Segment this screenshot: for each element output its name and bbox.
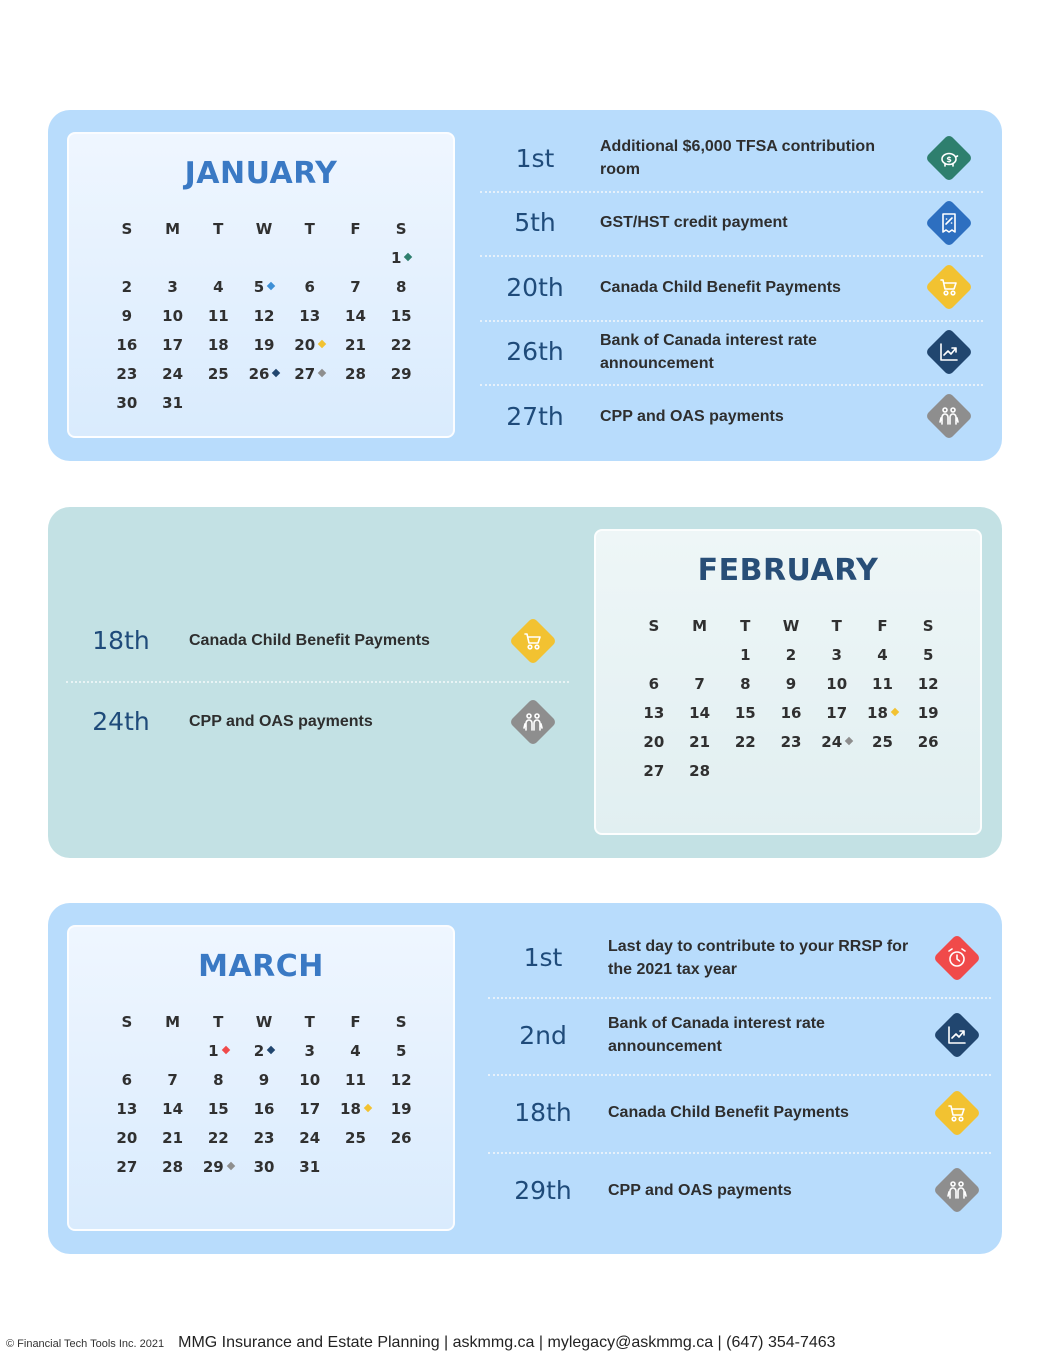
week-row xyxy=(104,301,424,330)
day-cell: 28 xyxy=(345,364,366,383)
february-grid xyxy=(631,611,951,785)
receipt-icon xyxy=(925,199,973,247)
weekday-label: T xyxy=(304,219,315,238)
day-cell: 27 xyxy=(116,1157,138,1176)
event-marker-icon xyxy=(272,369,280,377)
weekday-label: S xyxy=(395,1012,407,1031)
event-date: 18th xyxy=(514,1098,572,1128)
day-cell: 19 xyxy=(390,1099,412,1118)
contact-info: MMG Insurance and Estate Planning | askmmg.ca | mylegacy@askmmg.ca | (647) 354-7463 xyxy=(178,1334,836,1351)
day-cell: 25 xyxy=(872,732,893,751)
day-cell: 10 xyxy=(299,1070,321,1089)
week-row xyxy=(104,359,424,388)
day-number: 26 xyxy=(248,364,270,383)
copyright-text: © Financial Tech Tools Inc. 2021 xyxy=(6,1338,165,1350)
event-marker-icon xyxy=(845,737,853,745)
day-cell: 14 xyxy=(162,1099,184,1118)
event-item xyxy=(66,681,569,762)
seniors-icon xyxy=(509,697,557,745)
day-cell: 11 xyxy=(207,306,229,325)
day-cell: 15 xyxy=(390,306,412,325)
stroller-icon xyxy=(933,1089,981,1137)
week-row xyxy=(104,1036,424,1065)
svg-text:$: $ xyxy=(946,155,952,165)
day-number: 29 xyxy=(202,1157,224,1176)
day-cell: 26 xyxy=(917,732,939,751)
day-number: 18 xyxy=(867,703,888,722)
day-cell: 31 xyxy=(162,393,184,412)
february-calendar xyxy=(594,529,982,835)
event-marker-icon xyxy=(891,708,899,716)
event-description: CPP and OAS payments xyxy=(608,1181,792,1199)
stroller-icon xyxy=(509,616,557,664)
day-cell xyxy=(333,1100,379,1118)
weekday-label: M xyxy=(692,616,708,635)
event-description: GST/HST credit payment xyxy=(600,214,788,232)
day-cell: 23 xyxy=(780,732,802,751)
month-title: FEBRUARY xyxy=(697,553,879,588)
day-number: 18 xyxy=(340,1099,361,1118)
day-cell: 30 xyxy=(116,393,138,412)
day-cell: 11 xyxy=(345,1070,366,1089)
weekday-label: M xyxy=(165,219,181,238)
day-cell: 13 xyxy=(643,703,665,722)
day-cell: 21 xyxy=(162,1128,184,1147)
weekday-header-row xyxy=(104,214,424,243)
event-description: Canada Child Benefit Payments xyxy=(608,1104,849,1122)
event-item xyxy=(66,600,569,681)
day-cell: 15 xyxy=(734,703,756,722)
day-cell: 4 xyxy=(877,645,888,664)
day-cell: 30 xyxy=(253,1157,275,1176)
day-cell: 18 xyxy=(207,335,229,354)
weekday-label: T xyxy=(831,616,842,635)
day-cell: 3 xyxy=(304,1041,315,1060)
day-cell: 24 xyxy=(299,1128,321,1147)
january-grid xyxy=(104,214,424,417)
day-cell: 12 xyxy=(253,306,275,325)
march-calendar xyxy=(67,925,455,1231)
event-marker-icon xyxy=(318,340,326,348)
day-cell: 6 xyxy=(648,674,660,693)
week-row xyxy=(104,388,424,417)
seniors-icon xyxy=(933,1166,981,1214)
day-cell: 3 xyxy=(167,277,178,296)
day-cell xyxy=(860,704,906,722)
week-row xyxy=(104,243,424,272)
weekday-label: W xyxy=(255,219,273,238)
weekday-label: T xyxy=(304,1012,315,1031)
weekday-label: T xyxy=(740,616,751,635)
week-row xyxy=(631,698,951,727)
day-number: 1 xyxy=(390,248,402,267)
week-row xyxy=(104,1152,424,1181)
day-cell: 1 xyxy=(740,645,751,664)
day-cell: 2 xyxy=(121,277,133,296)
alarm-clock-icon xyxy=(933,934,981,982)
january-panel xyxy=(48,110,1002,461)
day-cell: 28 xyxy=(162,1157,184,1176)
event-date: 29th xyxy=(514,1175,572,1205)
weekday-label: F xyxy=(350,1012,361,1031)
day-cell: 16 xyxy=(780,703,802,722)
weekday-label: S xyxy=(922,616,934,635)
event-item xyxy=(488,1074,991,1152)
day-cell: 7 xyxy=(350,277,361,296)
day-cell xyxy=(287,365,333,383)
day-cell: 8 xyxy=(395,277,407,296)
weekday-label: F xyxy=(877,616,888,635)
day-cell: 11 xyxy=(872,674,893,693)
event-date: 1st xyxy=(523,943,563,973)
day-number: 20 xyxy=(294,335,316,354)
day-cell: 4 xyxy=(350,1041,361,1060)
day-cell xyxy=(195,1042,241,1060)
event-description: Bank of Canada interest rate announcement xyxy=(600,331,817,372)
day-cell: 20 xyxy=(643,732,665,751)
day-cell: 2 xyxy=(785,645,797,664)
weekday-label: F xyxy=(350,219,361,238)
day-cell: 17 xyxy=(826,703,848,722)
event-item xyxy=(488,1152,991,1230)
day-cell: 12 xyxy=(390,1070,412,1089)
event-date: 1st xyxy=(515,143,555,173)
day-cell: 19 xyxy=(253,335,275,354)
weekday-label: M xyxy=(165,1012,181,1031)
event-description: CPP and OAS payments xyxy=(189,713,373,730)
month-title: MARCH xyxy=(198,949,324,984)
footer xyxy=(6,1334,836,1352)
chart-icon xyxy=(925,328,973,376)
day-cell: 29 xyxy=(390,364,412,383)
day-cell: 31 xyxy=(299,1157,321,1176)
week-row xyxy=(631,640,951,669)
day-cell: 17 xyxy=(299,1099,321,1118)
day-cell: 12 xyxy=(917,674,939,693)
day-cell: 8 xyxy=(213,1070,224,1089)
day-cell: 15 xyxy=(207,1099,229,1118)
event-date: 2nd xyxy=(519,1020,567,1050)
event-item xyxy=(480,320,983,385)
day-cell: 3 xyxy=(831,645,842,664)
day-cell: 21 xyxy=(689,732,711,751)
day-cell: 28 xyxy=(689,761,711,780)
event-date: 26th xyxy=(506,337,564,367)
event-description: Canada Child Benefit Payments xyxy=(600,278,841,296)
event-marker-icon xyxy=(267,1046,275,1054)
day-cell: 20 xyxy=(116,1128,138,1147)
event-item xyxy=(480,255,983,320)
march-grid xyxy=(104,1007,424,1181)
day-cell: 10 xyxy=(162,306,184,325)
event-description: Canada Child Benefit Payments xyxy=(189,632,430,649)
day-cell: 6 xyxy=(304,277,315,296)
week-row xyxy=(631,727,951,756)
day-cell: 5 xyxy=(395,1041,407,1060)
day-cell: 4 xyxy=(213,277,224,296)
day-cell: 22 xyxy=(734,732,756,751)
event-marker-icon xyxy=(404,253,412,261)
day-cell: 17 xyxy=(162,335,184,354)
event-marker-icon xyxy=(226,1162,234,1170)
month-title: JANUARY xyxy=(184,156,338,191)
stroller-icon xyxy=(925,263,973,311)
event-date: 18th xyxy=(92,626,150,655)
day-cell: 9 xyxy=(785,674,797,693)
day-cell: 25 xyxy=(207,364,229,383)
day-number: 5 xyxy=(253,277,265,296)
day-cell: 16 xyxy=(253,1099,275,1118)
weekday-header-row xyxy=(104,1007,424,1036)
day-cell: 23 xyxy=(116,364,138,383)
day-number: 1 xyxy=(208,1041,219,1060)
week-row xyxy=(104,1094,424,1123)
day-cell: 14 xyxy=(345,306,366,325)
day-number: 24 xyxy=(821,732,843,751)
january-calendar xyxy=(67,132,455,438)
week-row xyxy=(631,669,951,698)
weekday-label: W xyxy=(255,1012,273,1031)
weekday-label: S xyxy=(121,219,133,238)
day-cell: 22 xyxy=(390,335,412,354)
event-marker-icon xyxy=(267,282,275,290)
day-cell: 9 xyxy=(258,1070,270,1089)
day-cell: 7 xyxy=(167,1070,178,1089)
day-cell: 9 xyxy=(121,306,133,325)
weekday-label: T xyxy=(213,1012,224,1031)
weekday-label: S xyxy=(395,219,407,238)
day-cell xyxy=(378,249,424,267)
event-description: Bank of Canada interest rate announcement xyxy=(608,1015,825,1056)
day-cell: 22 xyxy=(207,1128,229,1147)
day-cell: 10 xyxy=(826,674,848,693)
day-cell: 27 xyxy=(643,761,665,780)
day-cell: 14 xyxy=(689,703,711,722)
day-cell xyxy=(195,1158,241,1176)
day-cell: 13 xyxy=(299,306,321,325)
day-cell: 13 xyxy=(116,1099,138,1118)
weekday-label: S xyxy=(121,1012,133,1031)
event-description: CPP and OAS payments xyxy=(600,407,784,425)
week-row xyxy=(104,1065,424,1094)
day-cell xyxy=(241,1042,287,1060)
march-panel xyxy=(48,903,1002,1254)
day-cell: 7 xyxy=(694,674,705,693)
event-item xyxy=(488,919,991,997)
day-cell: 16 xyxy=(116,335,138,354)
day-cell: 6 xyxy=(121,1070,133,1089)
day-cell: 8 xyxy=(740,674,751,693)
event-marker-icon xyxy=(364,1104,372,1112)
event-date: 27th xyxy=(506,401,564,431)
day-cell xyxy=(287,336,333,354)
event-marker-icon xyxy=(318,369,326,377)
event-item xyxy=(480,126,983,191)
day-cell: 26 xyxy=(390,1128,412,1147)
week-row xyxy=(631,756,951,785)
event-item xyxy=(480,384,983,449)
chart-icon xyxy=(933,1011,981,1059)
event-item xyxy=(480,191,983,256)
event-date: 20th xyxy=(506,272,564,302)
event-description: Last day to contribute to your RRSP for the 2021 tax year xyxy=(608,937,909,978)
day-cell: 25 xyxy=(345,1128,366,1147)
day-cell xyxy=(241,365,287,383)
event-date: 5th xyxy=(514,208,556,238)
piggy-bank-icon xyxy=(925,134,973,182)
day-cell: 19 xyxy=(917,703,939,722)
weekday-label: S xyxy=(648,616,660,635)
weekday-header-row xyxy=(631,611,951,640)
day-number: 2 xyxy=(253,1041,265,1060)
day-cell: 24 xyxy=(162,364,184,383)
weekday-label: W xyxy=(782,616,800,635)
day-cell: 23 xyxy=(253,1128,275,1147)
event-description: Additional $6,000 TFSA contribution room xyxy=(600,138,875,179)
day-cell xyxy=(814,733,860,751)
week-row xyxy=(104,272,424,301)
event-marker-icon xyxy=(221,1046,229,1054)
day-cell: 5 xyxy=(922,645,934,664)
event-item xyxy=(488,997,991,1075)
week-row xyxy=(104,330,424,359)
event-date: 24th xyxy=(92,707,150,736)
february-panel xyxy=(48,507,1002,858)
day-number: 27 xyxy=(294,364,316,383)
day-cell: 21 xyxy=(345,335,366,354)
day-cell xyxy=(241,278,287,296)
week-row xyxy=(104,1123,424,1152)
seniors-icon xyxy=(925,392,973,440)
weekday-label: T xyxy=(213,219,224,238)
